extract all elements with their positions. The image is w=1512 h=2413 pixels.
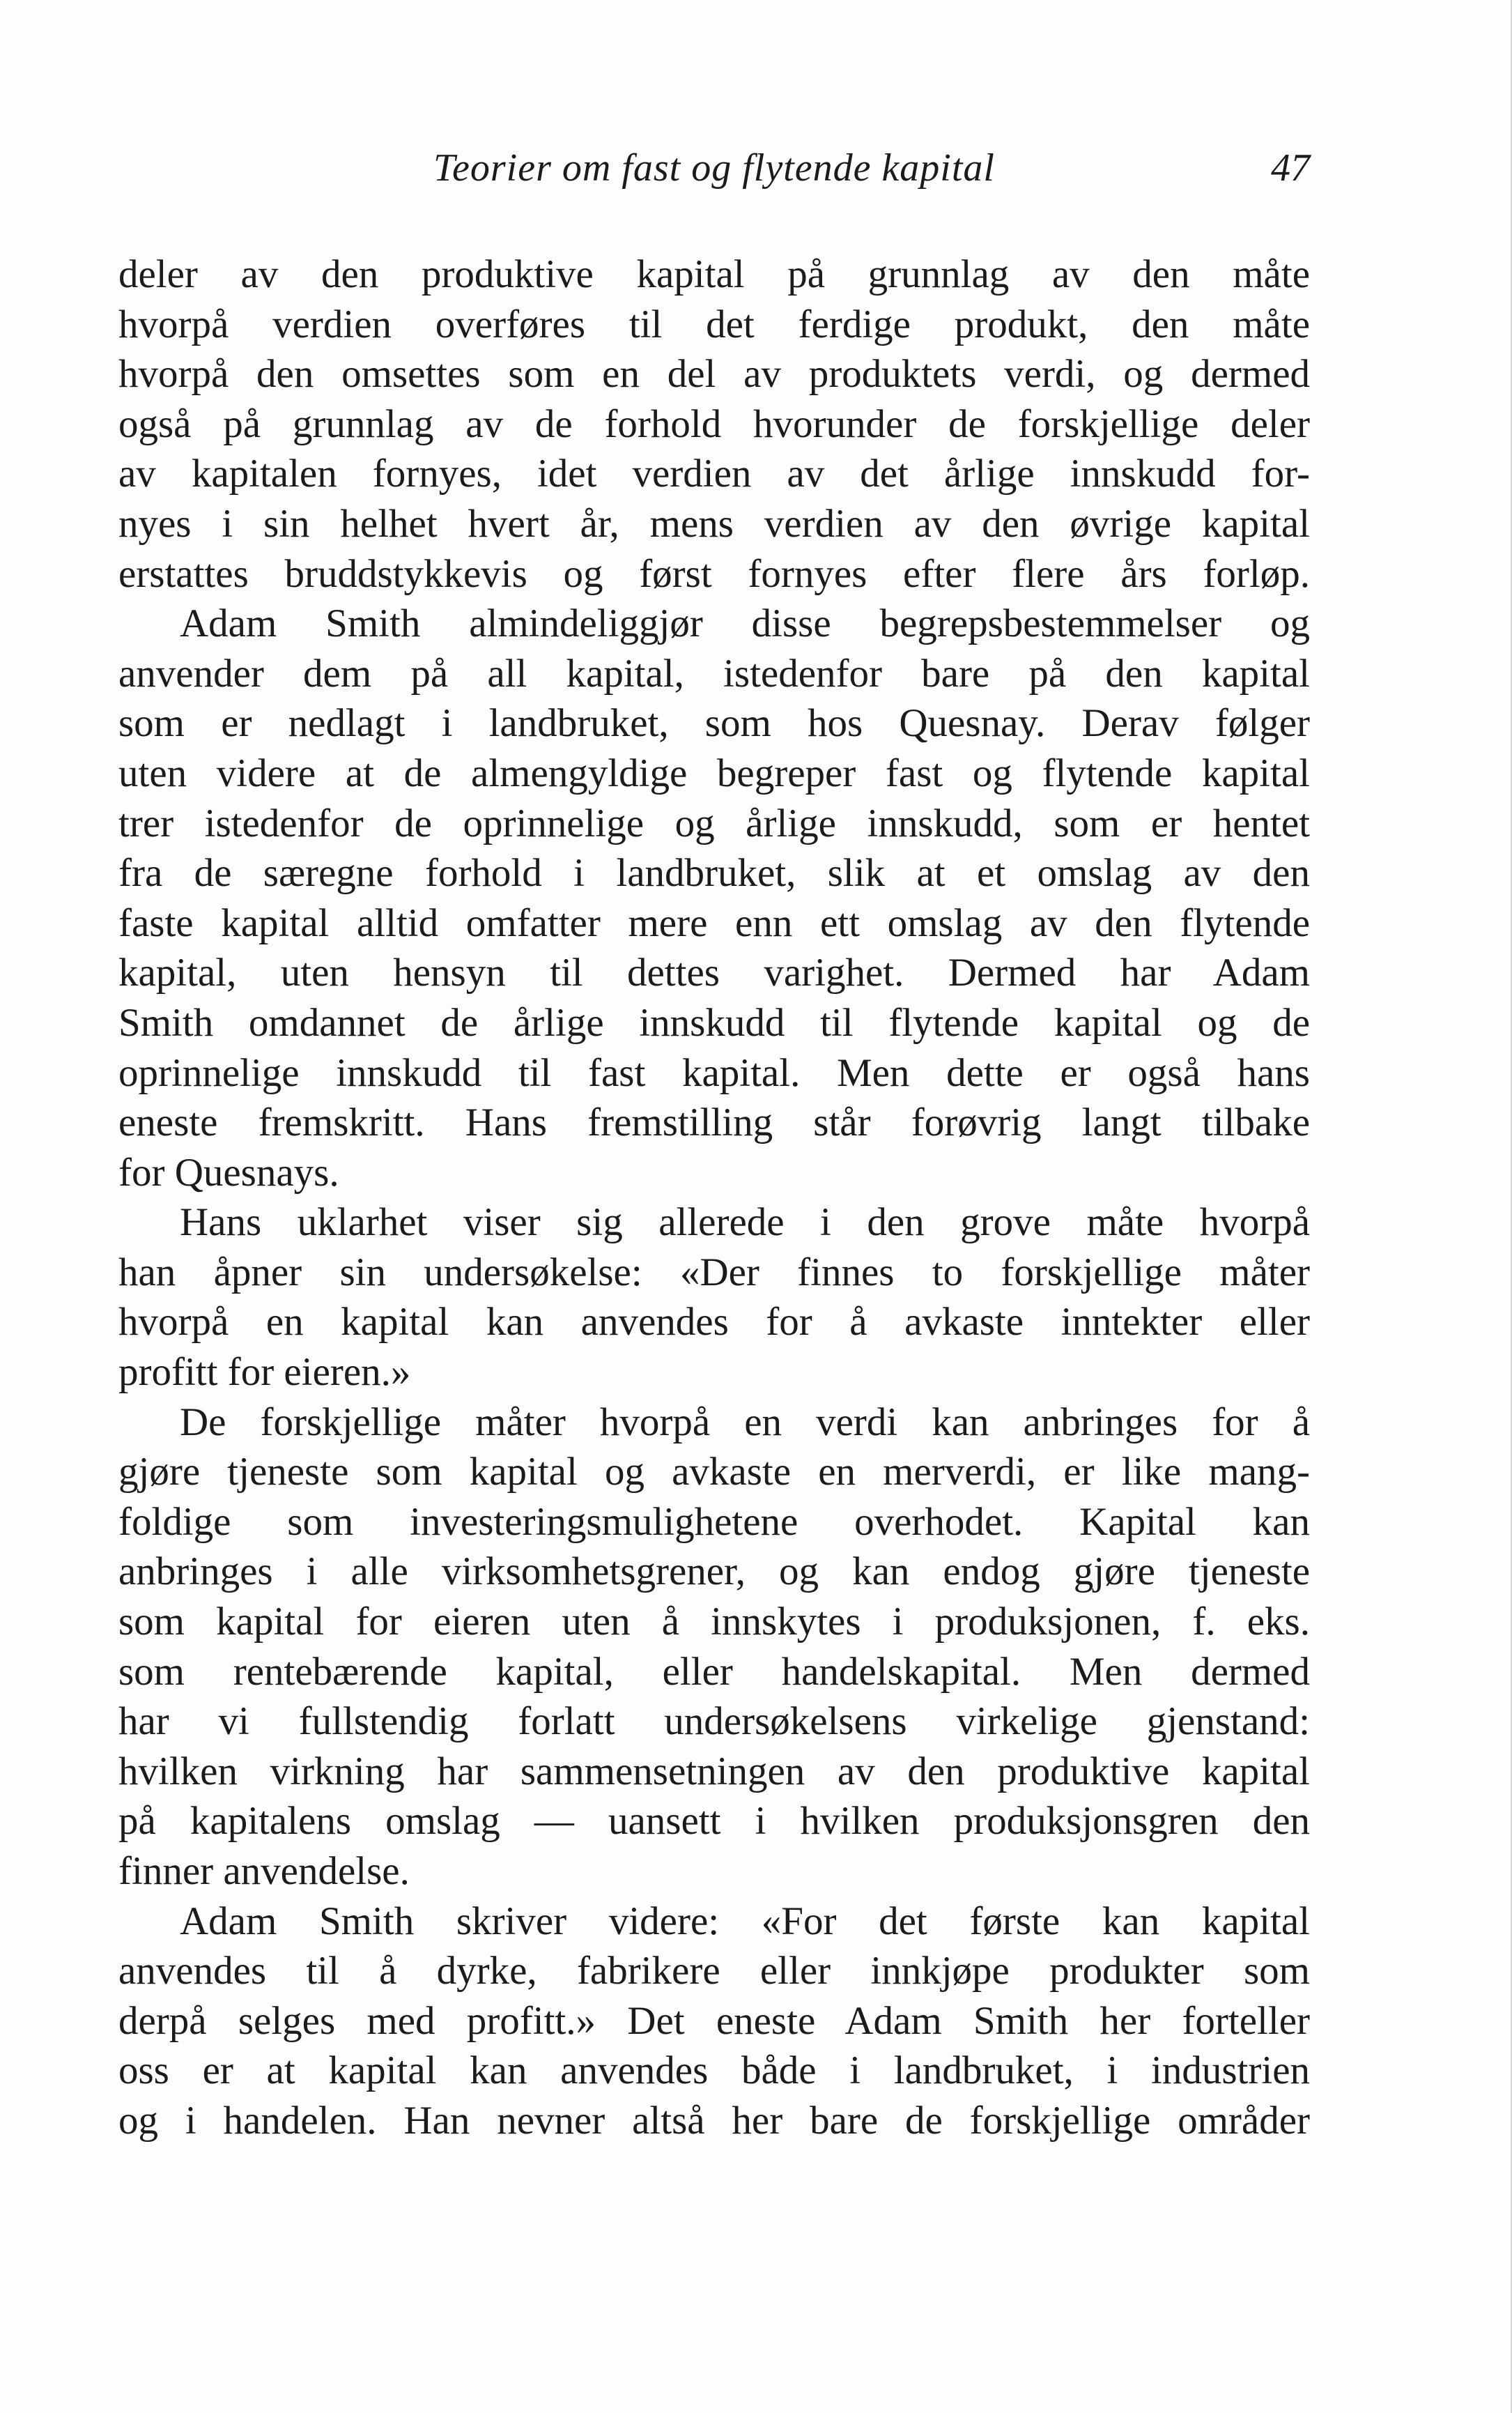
text-line: erstattes bruddstykkevis og først fornyes efter flere års forløp. [118, 551, 1310, 596]
text-line: anvender dem på all kapital, istedenfor bare på den kapital [118, 651, 1310, 696]
text-line: hvorpå en kapital kan anvendes for å avkaste inntekter eller [118, 1300, 1310, 1345]
text-line: Hans uklarhet viser sig allerede i den grove måte hvorpå [180, 1200, 1310, 1245]
text-line: deler av den produktive kapital på grunnlag av den måte [118, 252, 1310, 296]
text-line: som rentebærende kapital, eller handelskapital. Men dermed [118, 1649, 1310, 1694]
text-line: har vi fullstendig forlatt undersøkelsens virkelige gjenstand: [118, 1699, 1310, 1744]
text-line: Smith omdannet de årlige innskudd til flytende kapital og de [118, 1000, 1310, 1045]
body-text [118, 250, 1310, 2146]
text-line: uten videre at de almengyldige begreper fast og flytende kapital [118, 751, 1310, 795]
text-line: eneste fremskritt. Hans fremstilling står forøvrig langt tilbake [118, 1101, 1310, 1145]
running-head [118, 137, 1310, 199]
text-line: på kapitalens omslag — uansett i hvilken produksjonsgren den [118, 1799, 1310, 1844]
text-line: trer istedenfor de oprinnelige og årlige innskudd, som er hentet [118, 801, 1310, 845]
text-line: som kapital for eieren uten å innskytes i produksjonen, f. eks. [118, 1600, 1310, 1644]
text-line: anvendes til å dyrke, fabrikere eller innkjøpe produkter som [118, 1949, 1310, 1993]
running-title: Teorier om fast og flytende kapital [433, 146, 995, 190]
text-line: derpå selges med profitt.» Det eneste Adam Smith her forteller [118, 1998, 1310, 2043]
text-line: nyes i sin helhet hvert år, mens verdien av den øvrige kapital [118, 501, 1310, 546]
text-line: han åpner sin undersøkelse: «Der finnes to forskjellige måter [118, 1250, 1310, 1294]
text-line: anbringes i alle virksomhetsgrener, og kan endog gjøre tjeneste [118, 1549, 1310, 1594]
text-line: Adam Smith skriver videre: «For det første kan kapital [180, 1899, 1310, 1943]
text-line: foldige som investeringsmulighetene overhodet. Kapital kan [118, 1499, 1310, 1544]
text-line: kapital, uten hensyn til dettes varighet. Dermed har Adam [118, 951, 1310, 995]
text-line: for Quesnays. [118, 1150, 339, 1195]
text-line: fra de særegne forhold i landbruket, slik at et omslag av den [118, 851, 1310, 896]
text-line: oss er at kapital kan anvendes både i landbruket, i industrien [118, 2048, 1310, 2093]
text-line: Adam Smith almindeliggjør disse begrepsbestemmelser og [180, 602, 1310, 646]
page-number: 47 [1271, 146, 1310, 190]
text-line: hvorpå verdien overføres til det ferdige produkt, den måte [118, 302, 1310, 346]
text-line: gjøre tjeneste som kapital og avkaste en merverdi, er like mang- [118, 1450, 1310, 1494]
text-line: De forskjellige måter hvorpå en verdi kan anbringes for å [180, 1400, 1310, 1444]
text-line: og i handelen. Han nevner altså her bare de forskjellige områder [118, 2098, 1310, 2143]
text-line: av kapitalen fornyes, idet verdien av det årlige innskudd for- [118, 452, 1310, 496]
text-line: også på grunnlag av de forhold hvorunder de forskjellige deler [118, 401, 1310, 446]
text-line: hvorpå den omsettes som en del av produktets verdi, og dermed [118, 352, 1310, 397]
text-line: faste kapital alltid omfatter mere enn ett omslag av den flytende [118, 901, 1310, 945]
text-line: hvilken virkning har sammensetningen av den produktive kapital [118, 1749, 1310, 1793]
text-line: finner anvendelse. [118, 1849, 410, 1893]
text-line: oprinnelige innskudd til fast kapital. Men dette er også hans [118, 1050, 1310, 1095]
text-line: som er nedlagt i landbruket, som hos Quesnay. Derav følger [118, 701, 1310, 746]
text-line: profitt for eieren.» [118, 1350, 411, 1395]
